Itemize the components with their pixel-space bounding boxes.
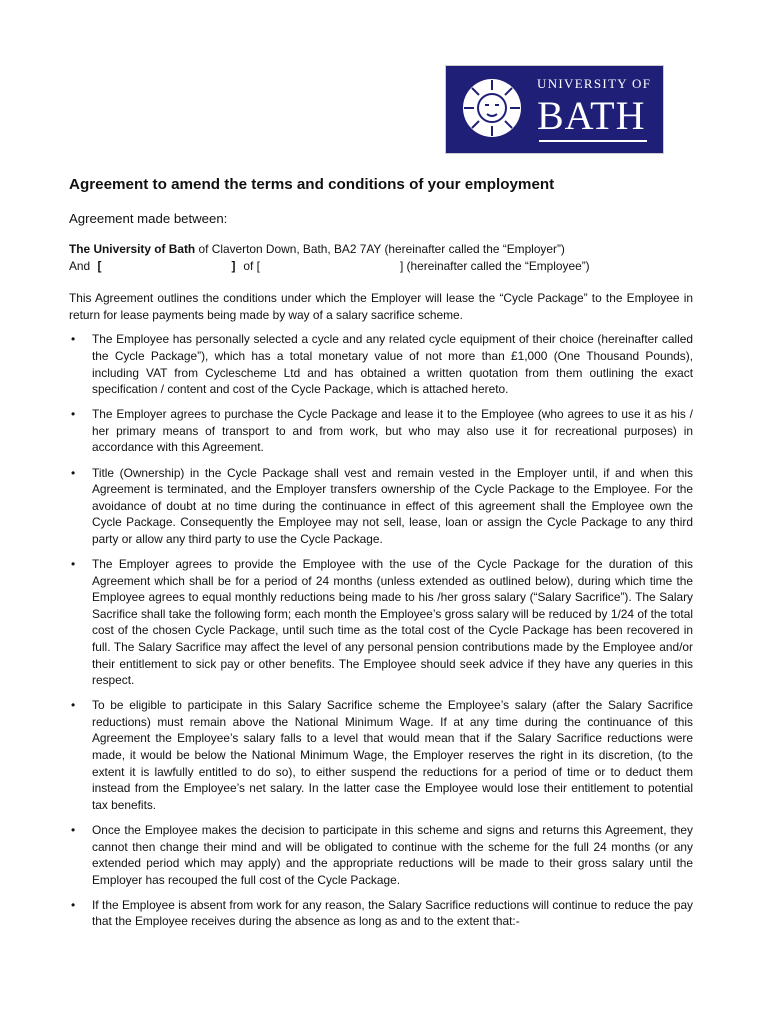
- term-text: The Employer agrees to provide the Employee with the use of the Cycle Package for the duration of this Agreement which shall be for a period of 24 months (unless extended as outlined below), during which time the Employee agrees to equal monthly reductions being made to his /her gross salary (“Salary Sacrifice”). The Salary Sacrifice shall take the following form; each month the Employee’s gross salary will be reduced by 1/24 of the total cost of the chosen Cycle Package, until such time as the total cost of the Cycle Package has been recovered in full. The Salary Sacrifice may affect the level of any personal pension contributions made by the Employee and/or their entitlement to sick pay or other benefits. The Employee should seek advice if they have any queries in this respect.: [92, 557, 693, 688]
- employer-name: The University of Bath: [69, 242, 196, 256]
- employee-details: ] (hereinafter called the “Employee”): [399, 258, 590, 273]
- sun-crest-icon: [462, 78, 522, 138]
- bullet-icon: •: [71, 465, 76, 480]
- term-text: Title (Ownership) in the Cycle Package shall vest and remain vested in the Employer until, if and when this Agreement is terminated, and the Employer transfers ownership of the Cycle Package to the Employee. For the avoidance of doubt at no time during the continuance in effect of this agreement shall the Employee own the Cycle Package. Consequently the Employee may not sell, lease, loan or assign the Cycle Package to any third party or allow any third party to use the Cycle Package.: [92, 465, 693, 546]
- name-bracket-close: ]: [231, 258, 236, 273]
- term-text: To be eligible to participate in this Salary Sacrifice scheme the Employee’s salary (after the Salary Sacrifice reductions) must remain above the National Minimum Wage. If at any time during the continuance of this Agreement the Employee’s salary falls to a level that would mean that if the Salary Sacrifice reductions were made, it would be below the National Minimum Wage, the Employer reserves the right in its discretion, (to the extent it is lawfully entitled to do so), to either suspend the reductions for a period of time or to deduct them instead from the Employee’s net salary. In the latter case the Employee would lose their entitlement to potential tax benefits.: [92, 698, 693, 812]
- list-item: [69, 465, 693, 548]
- list-item: [69, 697, 693, 813]
- list-item: [69, 331, 693, 397]
- and-label: And: [69, 258, 91, 273]
- term-text: The Employee has personally selected a cycle and any related cycle equipment of their choice (hereinafter called the Cycle Package”), which has a total monetary value of not more than £1,000 (One Thousand Pounds), including VAT from Cyclescheme Ltd and has obtained a written quotation from them outlining the exact specification / content and cost of the Cycle Package, which is attached hereto.: [92, 332, 693, 397]
- of-label: of [: [243, 258, 260, 273]
- bullet-icon: •: [71, 698, 76, 713]
- term-text: If the Employee is absent from work for any reason, the Salary Sacrifice reductions will continue to reduce the pay that the Employee receives during the absence as long as and to the extent that:-: [92, 897, 693, 929]
- employee-line: [69, 258, 693, 275]
- bullet-icon: •: [71, 897, 76, 912]
- term-text: Once the Employee makes the decision to participate in this scheme and signs and returns this Agreement, they cannot then change their mind and will be obligated to continue with the scheme for the full 24 months (or any extended period which may apply) and the appropriate reductions will be made to their gross salary until the Employer has recouped the full cost of the Cycle Package.: [92, 822, 693, 887]
- intro-paragraph: This Agreement outlines the conditions under which the Employer will lease the “Cycle Package” to the Employee in return for lease payments being made by way of a salary sacrifice scheme.: [69, 291, 693, 322]
- document-title: Agreement to amend the terms and conditions of your employment: [69, 176, 555, 193]
- university-of-bath-logo: [445, 65, 664, 154]
- document-body: [69, 175, 693, 938]
- logo-bath: BATH: [537, 93, 646, 138]
- logo-rule: [539, 140, 647, 142]
- bullet-icon: •: [71, 557, 76, 571]
- terms-list: [69, 331, 693, 930]
- list-item: [69, 406, 693, 456]
- name-bracket-open: [: [97, 258, 102, 273]
- list-item: [69, 822, 693, 888]
- bullet-icon: •: [71, 407, 76, 422]
- list-item: [69, 556, 693, 689]
- employer-line: [69, 241, 693, 258]
- list-item: [69, 897, 693, 930]
- logo-university-of: UNIVERSITY OF: [537, 76, 652, 91]
- bullet-icon: •: [71, 822, 76, 837]
- employer-details: of Claverton Down, Bath, BA2 7AY (hereinafter called the “Employer”): [195, 242, 565, 256]
- bullet-icon: •: [71, 332, 76, 347]
- made-between-label: Agreement made between:: [69, 211, 228, 226]
- term-text: The Employer agrees to purchase the Cycle Package and lease it to the Employee (who agrees to use it as his / her primary means of transport to and from work, but who may also use it for recreational purposes) in accordance with this Agreement.: [92, 407, 693, 455]
